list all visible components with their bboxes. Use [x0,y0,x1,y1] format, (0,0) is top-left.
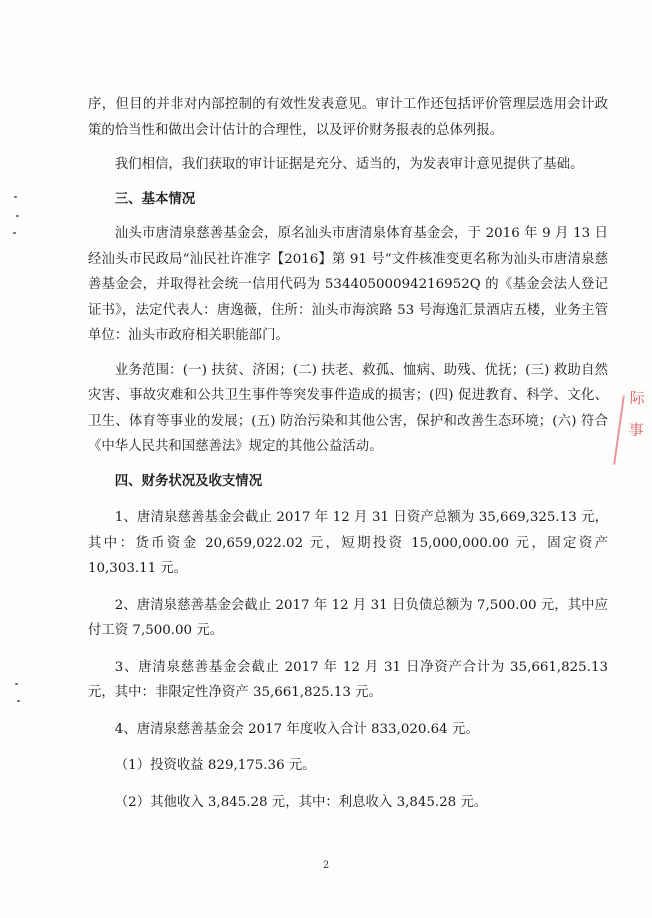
seal-stamp-edge [613,395,625,465]
paragraph-total-liabilities: 2、唐清泉慈善基金会截止 2017 年 12 月 31 日负债总额为 7,500.00 元，其中应付工资 7,500.00 元。 [88,597,608,638]
paragraph-investment-income: （1）投资收益 829,175.36 元。 [114,758,316,773]
section-heading-basic-info: 三、基本情况 [114,190,196,207]
paragraph-business-scope: 业务范围：(一) 扶贫、济困；(二) 扶老、救孤、恤病、助残、优抚；(三) 救助自然灾害、事故灾难和公共卫生事件等突发事件造成的损害；(四) 促进教育、科学、文化、卫生、体育等事业的发展；(五) 防治污染和其他公害，保护和改善生态环境；(六) 符合《中华人民共和国慈善法》规定的其他公益活动。 [88,362,608,454]
paragraph-audit-evidence: 我们相信，我们获取的审计证据是充分、适当的，为发表审计意见提供了基础。 [114,157,584,172]
paragraph-other-income: （2）其他收入 3,845.28 元，其中：利息收入 3,845.28 元。 [114,794,488,810]
paragraph-net-assets: 3、唐清泉慈善基金会截止 2017 年 12 月 31 日净资产合计为 35,661,825.13 元，其中：非限定性净资产 35,661,825.13 元。 [88,659,608,700]
document-body [88,92,608,815]
paragraph-total-assets: 1、唐清泉慈善基金会截止 2017 年 12 月 31 日资产总额为 35,669,325.13 元，其中：货币资金 20,659,022.02 元，短期投资 15,000,000.00 元，固定资产 10,303.11 元。 [88,510,608,576]
paragraph-total-income: 4、唐清泉慈善基金会 2017 年度收入合计 833,020.64 元。 [114,721,479,737]
seal-stamp: 际 事 [626,389,646,444]
section-heading-financial-status: 四、财务状况及收支情况 [114,472,263,489]
paragraph-audit-scope: 序，但目的并非对内部控制的有效性发表意见。审计工作还包括评价管理层选用会计政策的恰当性和做出会计估计的合理性，以及评价财务报表的总体列报。 [88,97,608,138]
paragraph-foundation-info: 汕头市唐清泉慈善基金会，原名汕头市唐清泉体育基金会，于 2016 年 9 月 13 日经汕头市民政局“汕民社许准字【2016】第 91 号”文件核准变更名称为汕头市唐清泉慈善基金会，并取得社会统一信用代码为 53440500094216952Q 的《基金会法人登记证书》，法定代表人：唐逸薇，住所：汕头市海滨路 53 号海逸汇景酒店五楼，业务主管单位：汕头市政府相关职能部门。 [88,226,608,343]
page-number: 2 [322,860,330,871]
